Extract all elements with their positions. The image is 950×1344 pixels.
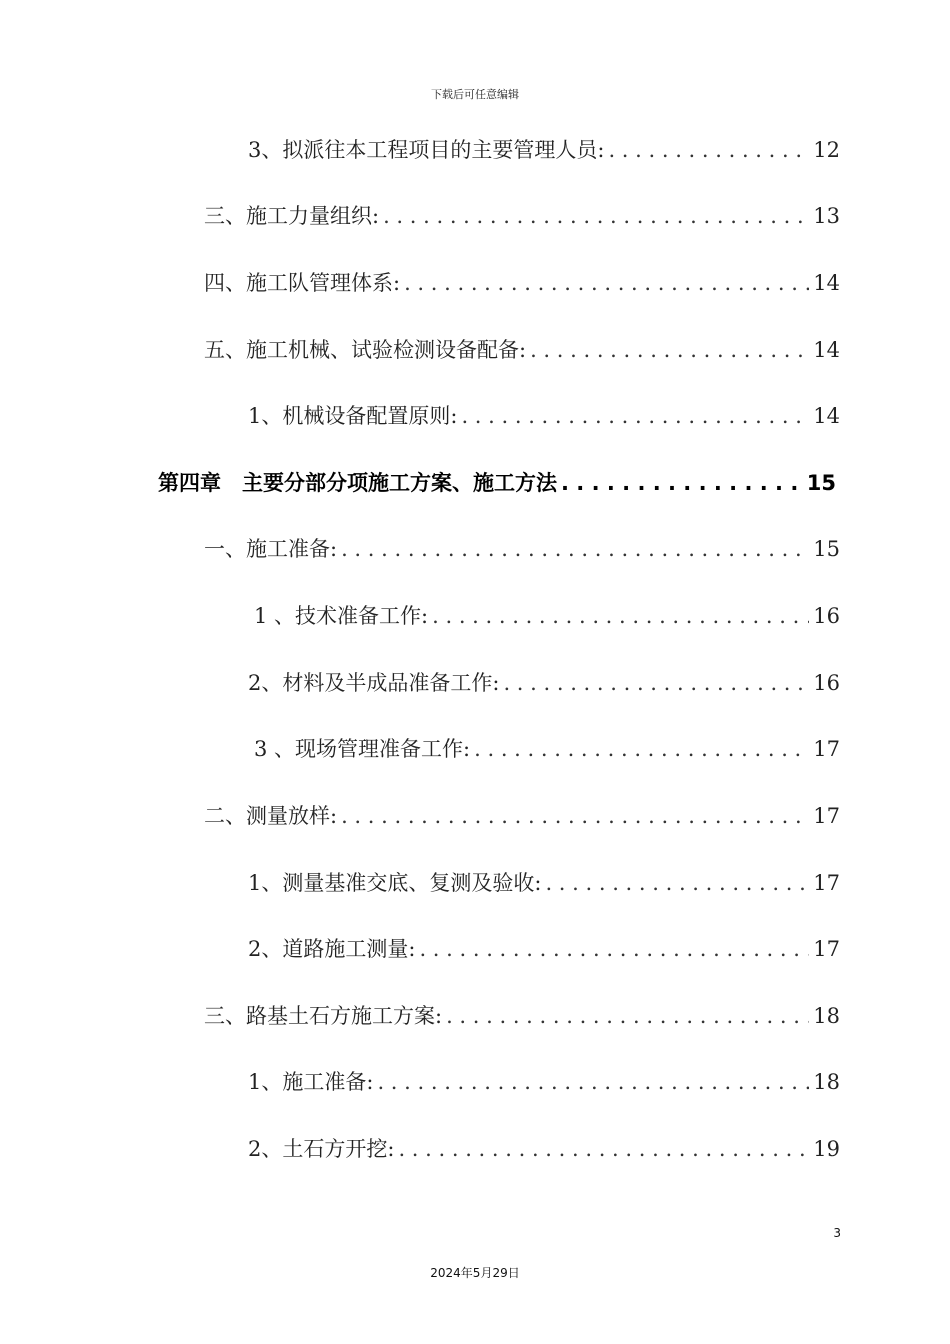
- toc-entry-page: 13: [813, 204, 840, 228]
- toc-entry-label: 一、施工准备:: [204, 537, 338, 561]
- toc-entry-label: 2、道路施工测量:: [248, 937, 416, 961]
- toc-leader-dots: [608, 135, 809, 165]
- toc-entry-label: 四、施工队管理体系:: [204, 271, 401, 295]
- page-footer-date: 2024年5月29日: [430, 1266, 520, 1280]
- toc-entry[interactable]: [254, 601, 840, 631]
- toc-entry-page: 17: [813, 804, 840, 828]
- toc-leader-dots: [530, 335, 809, 365]
- toc-entry-label: 三、施工力量组织:: [204, 204, 380, 228]
- toc-leader-dots: [432, 601, 809, 631]
- toc-entry-page: 16: [813, 604, 840, 628]
- toc-entry-page: 18: [813, 1004, 840, 1028]
- toc-leader-dots: [419, 934, 809, 964]
- toc-entry-page: 16: [813, 671, 840, 695]
- toc-entry-label: 2、材料及半成品准备工作:: [248, 671, 500, 695]
- toc-entry-page: 15: [806, 471, 836, 495]
- toc-entry-page: 17: [813, 937, 840, 961]
- toc-entry[interactable]: [204, 1001, 840, 1031]
- toc-entry[interactable]: [248, 1067, 840, 1097]
- toc-entry[interactable]: [204, 201, 840, 231]
- toc-entry-page: 12: [813, 138, 840, 162]
- toc-chapter-entry[interactable]: [158, 468, 836, 498]
- toc-leader-dots: [461, 401, 809, 431]
- toc-entry-label: 1、施工准备:: [248, 1070, 374, 1094]
- toc-entry[interactable]: [248, 1134, 840, 1164]
- toc-entry-label: 五、施工机械、试验检测设备配备:: [204, 338, 527, 362]
- toc-entry[interactable]: [254, 734, 840, 764]
- toc-entry[interactable]: [248, 668, 840, 698]
- toc-leader-dots: [474, 734, 809, 764]
- toc-entry[interactable]: [248, 401, 840, 431]
- toc-entry-page: 17: [813, 737, 840, 761]
- toc-entry-label: 1、测量基准交底、复测及验收:: [248, 871, 542, 895]
- page-number: 3: [833, 1226, 841, 1240]
- toc-entry-page: 15: [813, 537, 840, 561]
- toc-leader-dots: [341, 534, 809, 564]
- toc-entry[interactable]: [204, 801, 840, 831]
- toc-leader-dots: [383, 201, 809, 231]
- toc-entry[interactable]: [204, 534, 840, 564]
- toc-entry[interactable]: [204, 335, 840, 365]
- toc-leader-dots: [545, 868, 809, 898]
- toc-leader-dots: [446, 1001, 809, 1031]
- toc-entry-label: 1 、技术准备工作:: [254, 604, 429, 628]
- toc-leader-dots: [377, 1067, 809, 1097]
- toc-entry-page: 18: [813, 1070, 840, 1094]
- toc-leader-dots: [341, 801, 809, 831]
- toc-leader-dots: [398, 1134, 809, 1164]
- toc-entry-label: 三、路基土石方施工方案:: [204, 1004, 443, 1028]
- toc-entry-label: 2、土石方开挖:: [248, 1137, 395, 1161]
- toc-entry-label: 二、测量放样:: [204, 804, 338, 828]
- toc-entry-label: 第四章 主要分部分项施工方案、施工方法: [158, 471, 557, 495]
- toc-entry[interactable]: [248, 868, 840, 898]
- toc-entry-label: 3、拟派往本工程项目的主要管理人员:: [248, 138, 605, 162]
- toc-entry-label: 1、机械设备配置原则:: [248, 404, 458, 428]
- toc-entry-page: 14: [813, 338, 840, 362]
- toc-entry-page: 19: [813, 1137, 840, 1161]
- toc-leader-dots: [404, 268, 809, 298]
- toc-leader-dots: [561, 468, 803, 498]
- toc-entry[interactable]: [204, 268, 840, 298]
- toc-entry[interactable]: [248, 934, 840, 964]
- toc-entry-label: 3 、现场管理准备工作:: [254, 737, 471, 761]
- page-header: 下载后可任意编辑: [431, 88, 519, 101]
- toc-entry-page: 17: [813, 871, 840, 895]
- toc-leader-dots: [503, 668, 809, 698]
- toc-entry-page: 14: [813, 271, 840, 295]
- toc-entry[interactable]: [248, 135, 840, 165]
- toc-entry-page: 14: [813, 404, 840, 428]
